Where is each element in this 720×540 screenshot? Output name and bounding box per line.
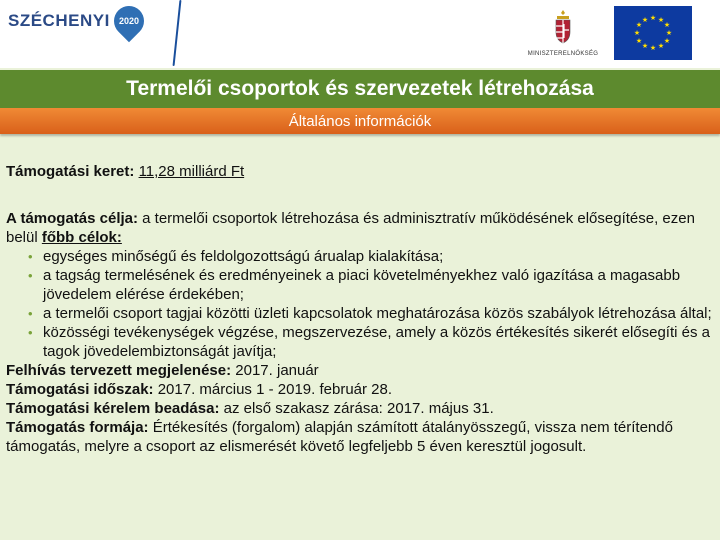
svg-text:★: ★ [641, 42, 649, 50]
svg-text:★: ★ [663, 37, 671, 45]
goals-list [6, 247, 714, 361]
bullet-icon: • [28, 325, 33, 340]
svg-text:★: ★ [665, 29, 673, 37]
svg-text:★: ★ [649, 44, 657, 52]
budget-line [6, 162, 714, 181]
goal-paragraph [6, 209, 714, 247]
section-bar [0, 108, 720, 134]
bullet-text: a termelői csoport tagjai közötti üzleti kapcsolatok meghatározása közös szabályok létrehozása által; [43, 305, 712, 322]
page-title: Termelői csoportok és szervezetek létrehozása [126, 77, 594, 100]
budget-value: 11,28 milliárd Ft [138, 163, 245, 180]
content [6, 162, 714, 456]
bullet-icon: • [28, 249, 33, 264]
svg-text:★: ★ [649, 14, 657, 22]
call-value: 2017. január [231, 362, 319, 379]
ministry-logo [522, 8, 604, 57]
title-bar [0, 70, 720, 108]
svg-text:★: ★ [663, 21, 671, 29]
ministry-label: MINISZTERELNÖKSÉG [527, 51, 599, 57]
submission-line [6, 399, 714, 418]
header-divider [173, 0, 182, 66]
eu-flag-icon [614, 6, 692, 60]
period-label: Támogatási időszak: [6, 381, 154, 398]
szechenyi-badge-text: 2020 [118, 16, 139, 26]
svg-text:★: ★ [633, 29, 641, 37]
form-line [6, 418, 714, 456]
main-goals-label: főbb célok: [41, 229, 122, 246]
bullet-icon: • [28, 306, 33, 321]
szechenyi-2020-logo [8, 6, 144, 36]
call-line [6, 361, 714, 380]
header [0, 0, 720, 68]
svg-text:★: ★ [635, 37, 643, 45]
list-item [6, 304, 714, 323]
goal-text: a termelői csoportok létrehozása és adminisztratív működésének elősegítése, ezen belül [6, 210, 695, 246]
submission-value: az első szakasz zárása: 2017. május 31. [219, 400, 494, 417]
szechenyi-logo-text: SZÉCHENYI [8, 11, 110, 30]
budget-label: Támogatási keret: [6, 163, 135, 180]
form-label: Támogatás formája: [6, 419, 149, 436]
form-value: Értékesítés (forgalom) alapján számított átalányösszegű, vissza nem térítendő támogatás, melyre a csoport az elismerését követő legfeljebb 5 éven keresztül jogosult. [6, 419, 673, 455]
goal-label: A támogatás célja: [6, 210, 138, 227]
svg-text:★: ★ [657, 16, 665, 24]
section-title: Általános információk [288, 112, 432, 130]
period-line [6, 380, 714, 399]
list-item [6, 266, 714, 304]
list-item [6, 247, 714, 266]
szechenyi-badge-icon [108, 0, 150, 42]
list-item [6, 323, 714, 361]
call-label: Felhívás tervezett megjelenése: [6, 362, 232, 379]
bullet-text: közösségi tevékenységek végzése, megszervezése, amely a közös értékesítés sikerét elősegíti és a tagok jövedelembiztonságát javítja; [43, 324, 710, 360]
svg-text:★: ★ [657, 42, 665, 50]
bullet-text: a tagság termelésének és eredményeinek a piaci követelményekhez való igazítása a magasabb jövedelem elérése érdekében; [43, 267, 681, 303]
submission-label: Támogatási kérelem beadása: [6, 400, 220, 417]
svg-text:★: ★ [641, 16, 649, 24]
bullet-text: egységes minőségű és feldolgozottságú árualap kialakítása; [43, 248, 444, 265]
period-value: 2017. március 1 - 2019. február 28. [153, 381, 393, 398]
hungarian-crest-icon [553, 8, 573, 44]
svg-text:★: ★ [635, 21, 643, 29]
bullet-icon: • [28, 268, 33, 283]
